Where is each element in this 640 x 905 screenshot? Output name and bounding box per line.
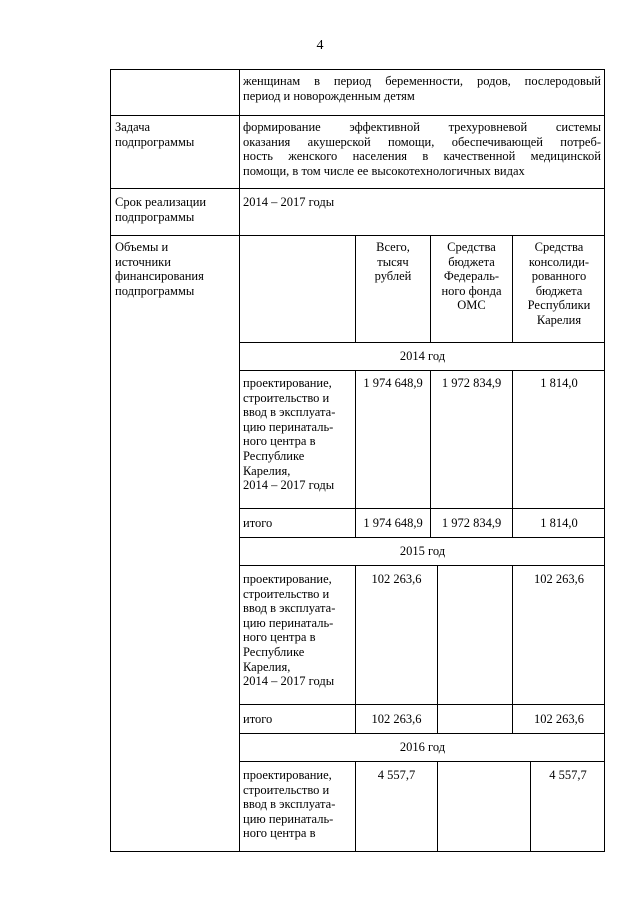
row-divider — [110, 115, 605, 116]
item-oms: 1 972 834,9 — [441, 376, 502, 390]
term-label: Срок реализации подпрограммы — [115, 195, 207, 224]
row-divider — [239, 537, 605, 538]
column-divider — [437, 565, 438, 733]
item-label: проектирование, строительство и ввод в эксплуата- цию перинаталь- ного центра в Республике Карелия, 2014 – 2017 годы — [243, 376, 336, 493]
row-divider — [239, 508, 605, 509]
column-divider — [430, 370, 431, 537]
column-divider — [437, 761, 438, 852]
term-value: 2014 – 2017 годы — [243, 195, 335, 209]
continued-text: женщинам в период беременности, родов, послеродовый период и новорожденным детям — [243, 74, 601, 103]
sum-regional: 102 263,6 — [534, 712, 584, 726]
column-divider — [512, 370, 513, 537]
task-label: Задача подпрограммы — [115, 120, 195, 149]
column-divider — [512, 565, 513, 733]
total-label: итого — [243, 712, 273, 726]
passport-table — [110, 69, 605, 852]
column-divider — [355, 565, 356, 733]
header-total: Всего, тысяч рублей — [374, 240, 412, 284]
page-number: 4 — [316, 38, 324, 53]
column-divider — [239, 69, 240, 852]
task-text: формирование эффективной трехуровневой системы оказания акушерской помощи, обеспечивающей потреб- ность женского населения в качественной медицинской помощи, в том числе ее высокотехнологичных видах — [243, 120, 601, 178]
item-total: 4 557,7 — [377, 768, 416, 782]
row-divider — [239, 342, 605, 343]
sum-regional: 1 814,0 — [540, 516, 578, 530]
row-divider — [110, 188, 605, 189]
row-divider — [239, 733, 605, 734]
row-divider — [110, 235, 605, 236]
item-regional: 4 557,7 — [549, 768, 587, 782]
year-header: 2016 год — [399, 740, 446, 754]
row-divider — [239, 565, 605, 566]
item-regional: 1 814,0 — [540, 376, 578, 390]
header-oms: Средства бюджета Федераль- ного фонда ОМС — [441, 240, 502, 313]
item-total: 1 974 648,9 — [363, 376, 423, 390]
header-regional: Средства консолиди- рованного бюджета Республики Карелия — [527, 240, 591, 327]
year-header: 2014 год — [399, 349, 446, 363]
item-label: проектирование, строительство и ввод в эксплуата- цию перинаталь- ного центра в — [243, 768, 336, 841]
column-divider — [355, 370, 356, 537]
row-divider — [239, 761, 605, 762]
year-header: 2015 год — [399, 544, 446, 558]
item-regional: 102 263,6 — [534, 572, 584, 586]
sum-total: 1 974 648,9 — [363, 516, 423, 530]
item-total: 102 263,6 — [371, 572, 422, 586]
item-label: проектирование, строительство и ввод в эксплуата- цию перинаталь- ного центра в Республике Карелия, 2014 – 2017 годы — [243, 572, 336, 689]
total-label: итого — [243, 516, 273, 530]
funding-label: Объемы и источники финансирования подпрограммы — [115, 240, 204, 298]
sum-oms: 1 972 834,9 — [441, 516, 502, 530]
row-divider — [239, 370, 605, 371]
sum-total: 102 263,6 — [371, 712, 422, 726]
row-divider — [239, 704, 605, 705]
